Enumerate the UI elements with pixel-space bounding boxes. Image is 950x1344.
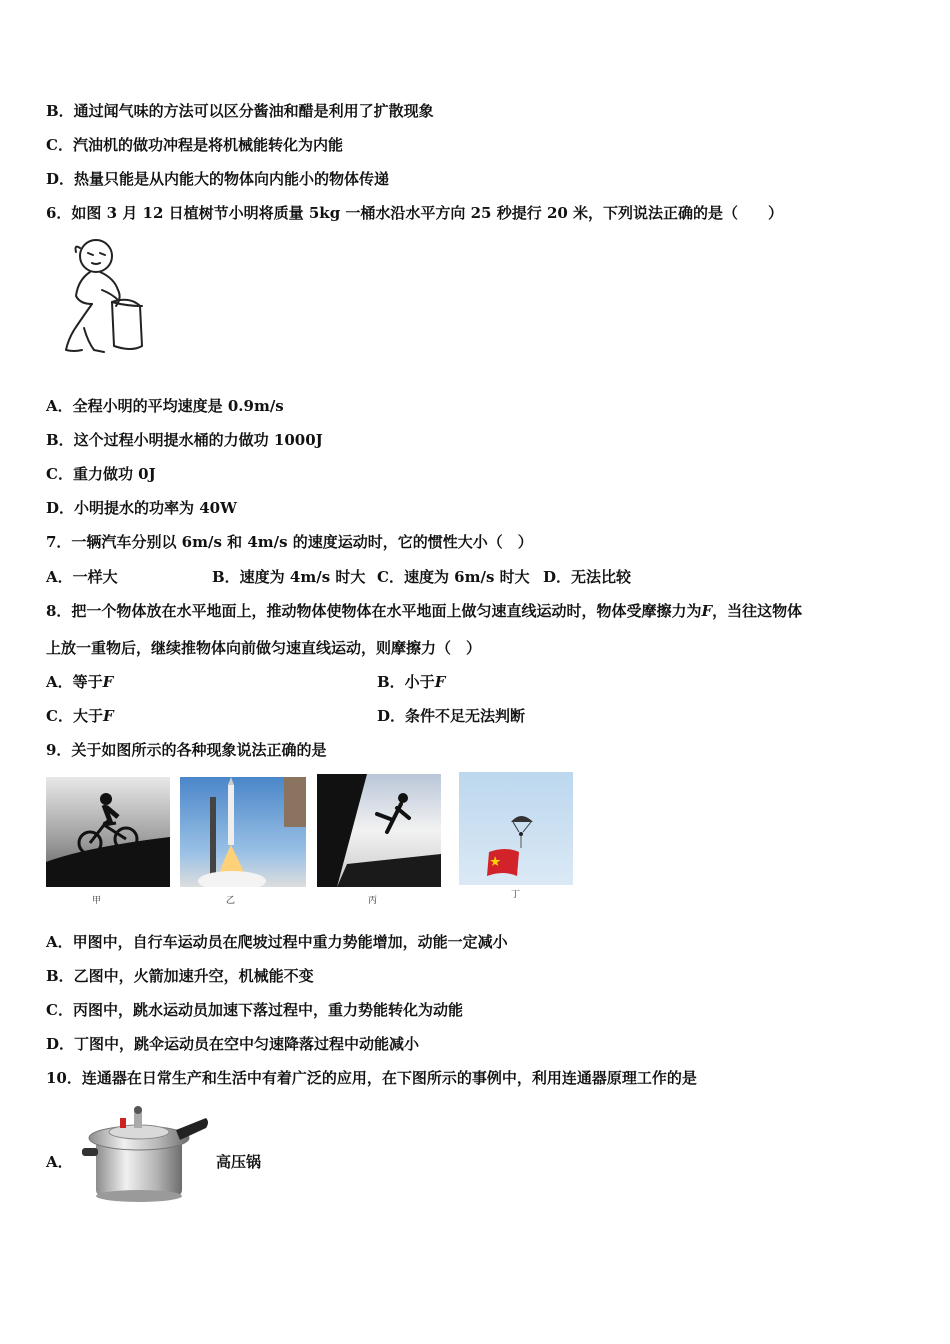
q5-option-b: B．通过闻气味的方法可以区分酱油和醋是利用了扩散现象: [46, 102, 434, 120]
q9-option-a: A．甲图中，自行车运动员在爬坡过程中重力势能增加，动能一定减小: [46, 933, 508, 951]
q10-option-a-label: A．: [46, 1153, 73, 1171]
q8-option-c: [46, 706, 114, 726]
q8-option-b: [377, 672, 445, 692]
photo-diver: [317, 774, 441, 887]
q8-option-c-label: C．大于: [46, 707, 103, 725]
caption-yi: 乙: [226, 896, 236, 906]
q8-stem-line1: [46, 601, 802, 621]
photo-cyclist: [46, 777, 170, 887]
q8-stem-line2: 上放一重物后，继续推物体向前做匀速直线运动，则摩擦力（ ）: [46, 639, 482, 657]
q8-option-d: D．条件不足无法判断: [377, 707, 526, 725]
q7-option-d: D．无法比较: [543, 568, 632, 586]
caption-ding: 丁: [511, 890, 521, 900]
parachute-flag-icon: [459, 772, 573, 885]
q7-option-c: C．速度为 6m/s 时大: [377, 568, 530, 586]
q6-option-a: A．全程小明的平均速度是 0.9m/s: [46, 397, 284, 415]
q6-option-d: D．小明提水的功率为 40W: [46, 499, 237, 517]
q8-var-f: F: [701, 602, 713, 620]
q8-option-a-label: A．等于: [46, 673, 103, 691]
q9-option-d: D．丁图中，跳伞运动员在空中匀速降落过程中动能减小: [46, 1035, 420, 1053]
q10-stem: 10．连通器在日常生产和生活中有着广泛的应用，在下图所示的事例中，利用连通器原理工作的是: [46, 1069, 697, 1087]
photo-parachutist: [459, 772, 573, 885]
q9-option-b: B．乙图中，火箭加速升空，机械能不变: [46, 967, 314, 985]
rocket-launch-icon: [180, 777, 306, 887]
boy-carrying-bucket-illustration: [62, 236, 152, 361]
q7-stem: 7．一辆汽车分别以 6m/s 和 4m/s 的速度运动时，它的惯性大小（ ）: [46, 533, 533, 551]
pressure-cooker-image: [80, 1104, 210, 1204]
cyclist-silhouette-icon: [46, 777, 170, 887]
q8-option-a-var: F: [102, 673, 114, 691]
q7-option-b: B．速度为 4m/s 时大: [212, 568, 366, 586]
q8-option-b-var: F: [434, 673, 446, 691]
q8-stem-part2: ，当往这物体: [712, 602, 803, 620]
diver-silhouette-icon: [317, 774, 441, 887]
caption-jia: 甲: [92, 896, 102, 906]
q8-option-b-label: B．小于: [377, 673, 435, 691]
q5-option-d: D．热量只能是从内能大的物体向内能小的物体传递: [46, 170, 390, 188]
q9-stem: 9．关于如图所示的各种现象说法正确的是: [46, 741, 327, 759]
q6-option-c: C．重力做功 0J: [46, 465, 156, 483]
q5-option-c: C．汽油机的做功冲程是将机械能转化为内能: [46, 136, 343, 154]
q8-option-a: [46, 672, 113, 692]
q10-option-a-text: 高压锅: [216, 1153, 262, 1171]
q8-option-c-var: F: [102, 707, 114, 725]
q6-option-b: B．这个过程小明提水桶的力做功 1000J: [46, 431, 323, 449]
q9-option-c: C．丙图中，跳水运动员加速下落过程中，重力势能转化为动能: [46, 1001, 463, 1019]
q6-stem: 6．如图 3 月 12 日植树节小明将质量 5kg 一桶水沿水平方向 25 秒提行 20 米，下列说法正确的是（ ）: [46, 204, 784, 222]
photo-rocket: [180, 777, 306, 887]
caption-bing: 丙: [368, 896, 378, 906]
q7-option-a: A．一样大: [46, 568, 118, 586]
q8-stem-part1: 8．把一个物体放在水平地面上，推动物体使物体在水平地面上做匀速直线运动时，物体受摩擦力为: [46, 602, 702, 620]
